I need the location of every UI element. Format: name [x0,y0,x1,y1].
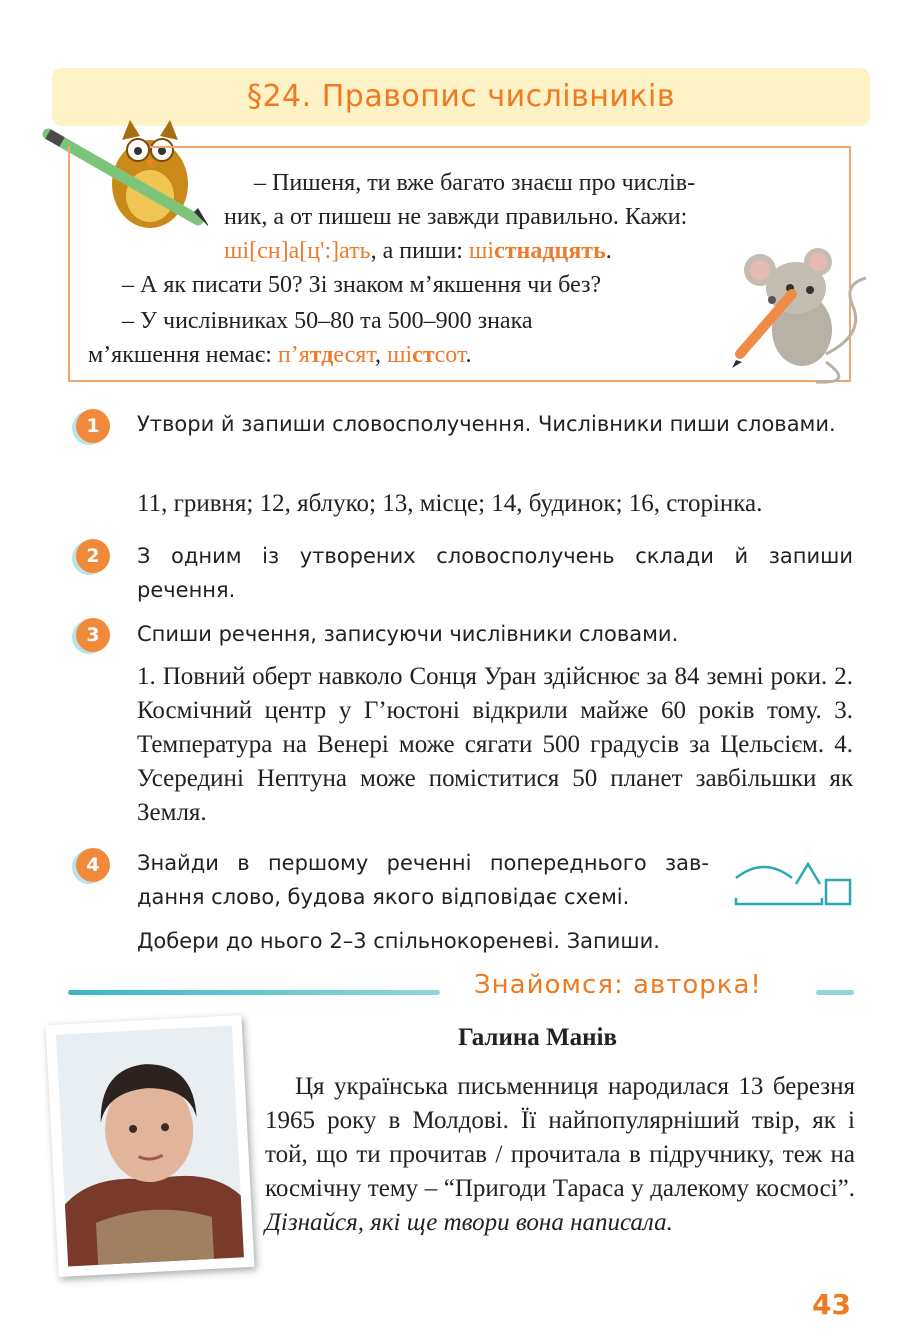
task-number-badge: 2 [76,539,110,573]
example-word-part: тд [309,342,334,368]
dialog-line-6 [88,338,728,373]
task-number-badge: 1 [76,409,110,443]
task-number-badge: 3 [76,618,110,652]
example-word-part: п’я [277,342,310,368]
example-word-part: ст [412,342,435,368]
mouse-with-pencil-illustration [726,244,876,390]
page-title: §24. Правопис числівників [246,79,676,114]
spelling-example-b: стнадцять [494,238,606,264]
pronunciation-example: ші[сн]а[ц':]ать [224,238,371,264]
task-1-instruction: Утвори й запиши словосполучення. Числівники пиши словами. [137,412,836,436]
example-word-part: есят [333,342,376,368]
task-2-instruction: З одним із утворених словосполучень склади й запиши речення. [137,544,853,602]
task-number-badge: 4 [76,848,110,882]
dialog-period: . [605,238,612,264]
section-divider-right [816,990,854,995]
spelling-example-a: ші [468,238,495,264]
author-bio [265,1070,855,1240]
author-name: Галина Манів [458,1024,617,1051]
section-divider-left [68,990,440,995]
author-section-heading: Знайомся: авторка! [474,970,762,1000]
dialog-line-2: ник, а от пишеш не завжди правильно. Кажи: [224,204,688,230]
word-structure-scheme-icon [730,858,854,910]
author-photo [46,1015,255,1277]
task-4-instruction-2: Добери до нього 2–3 спільнокореневі. Запиши. [137,929,660,953]
dialog-text: м’якшення немає: [88,342,278,368]
page-number: 43 [812,1288,851,1321]
author-bio-text: Ця українська письменниця народилася 13 березня 1965 року в Молдові. Її найпопулярніший твір, як і той, що ти прочитав / прочитала в підручнику, теж на космічну тему – “Пригоди Тараса у далекому космосі”. [265,1073,855,1202]
task-4-instruction: Знайди в першому реченні попереднього завдання слово, будова якого відповідає схемі. [137,851,709,909]
example-word-part: ші [387,342,413,368]
dialog-text: , а пиши: [370,238,469,264]
dialog-period: . [465,342,472,368]
dialog-line-1: – Пишеня, ти вже багато знаєш про числів- [254,170,696,196]
dialog-comma: , [375,342,388,368]
task-3-content: 1. Повний оберт навколо Сонця Уран здійснює за 84 земні роки. 2. Космічний центр у Г’юстоні відкрили майже 60 років тому. 3. Температура на Венері може сягати 500 градусів за Цельсієм. 4. Усередині Нептуна може поміститися 50 планет завбільшки як Земля. [137,663,853,826]
dialog-line-4: – А як писати 50? Зі знаком м’якшення чи без? [122,272,602,298]
task-1-content: 11, гривня; 12, яблуко; 13, місце; 14, будинок; 16, сторінка. [137,490,763,517]
author-bio-italic: Дізнайся, які ще твори вона написала. [265,1209,673,1236]
task-3-instruction: Спиши речення, записуючи числівники словами. [137,622,679,646]
dialog-line-5: – У числівниках 50–80 та 500–900 знака [122,308,533,334]
example-word-part: сот [434,342,466,368]
